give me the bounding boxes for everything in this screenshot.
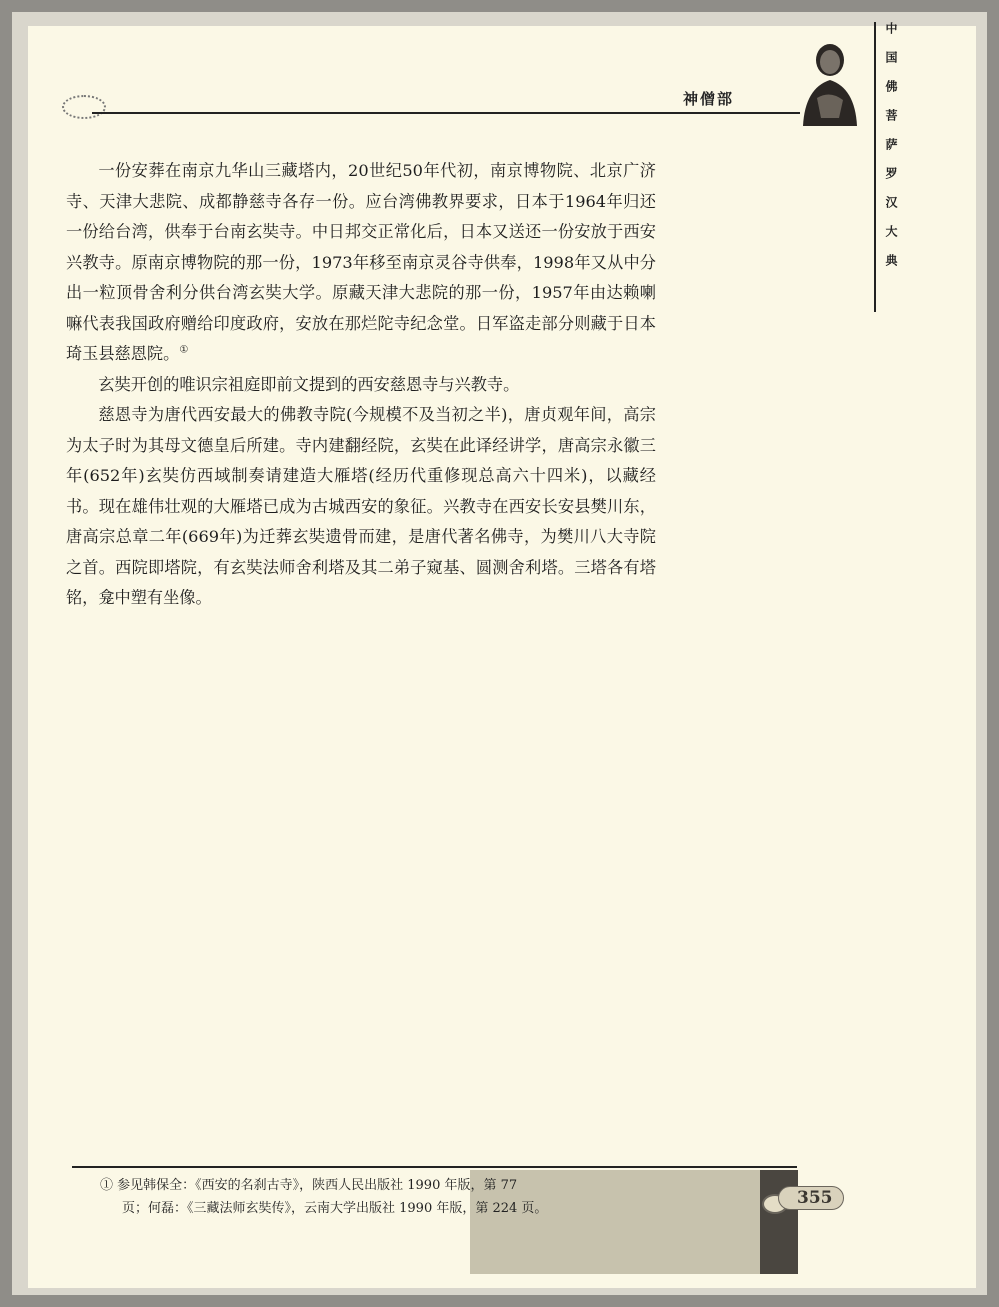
- header-rule: [92, 112, 800, 114]
- section-title: 神僧部: [683, 90, 735, 108]
- page-number: 355: [778, 1186, 844, 1210]
- footnote-line: 页；何磊：《三藏法师玄奘传》，云南大学出版社 1990 年版，第 224 页。: [122, 1201, 548, 1216]
- footnote-rule: [72, 1166, 797, 1168]
- footnote-ref[interactable]: ①: [179, 344, 189, 356]
- footnote-line: ① 参见韩保全：《西安的名刹古寺》，陕西人民出版社 1990 年版，第 77: [100, 1178, 518, 1193]
- monk-portrait-icon: [795, 38, 865, 128]
- paragraph: 玄奘开创的唯识宗祖庭即前文提到的西安慈恩寺与兴教寺。: [98, 374, 520, 394]
- body-text: [66, 156, 656, 614]
- paragraph: 一份安葬在南京九华山三藏塔内，20世纪50年代初，南京博物院、北京广济寺、天津大悲院、成都静慈寺各存一份。应台湾佛教界要求，日本于1964年归还一份给台湾，供奉于台南玄奘寺。中日邦交正常化后，日本又送还一份安放于西安兴教寺。原南京博物院的那一份，1973年移至南京灵谷寺供奉，1998年又从中分出一粒顶骨舍利分供台湾玄奘大学。原藏天津大悲院的那一份，1957年由达赖喇嘛代表我国政府赠给印度政府，安放在那烂陀寺纪念堂。日军盗走部分则藏于日本琦玉县慈恩院。①: [66, 161, 656, 363]
- book-title: 中国佛菩萨罗汉大典: [884, 22, 898, 283]
- cloud-ornament-icon: [62, 95, 106, 119]
- footnote: [100, 1174, 640, 1220]
- paragraph: 慈恩寺为唐代西安最大的佛教寺院(今规模不及当初之半)，唐贞观年间，高宗为太子时为其母文德皇后所建。寺内建翻经院，玄奘在此译经讲学，唐高宗永徽三年(652年)玄奘仿西域制奏请建造大雁塔(经历代重修现总高六十四米)，以藏经书。现在雄伟壮观的大雁塔已成为古城西安的象征。兴教寺在西安长安县樊川东，唐高宗总章二年(669年)为迁葬玄奘遗骨而建，是唐代著名佛寺，为樊川八大寺院之首。西院即塔院，有玄奘法师舍利塔及其二弟子窥基、圆测舍利塔。三塔各有塔铭，龛中塑有坐像。: [66, 405, 656, 607]
- vertical-title-rule: [874, 22, 876, 312]
